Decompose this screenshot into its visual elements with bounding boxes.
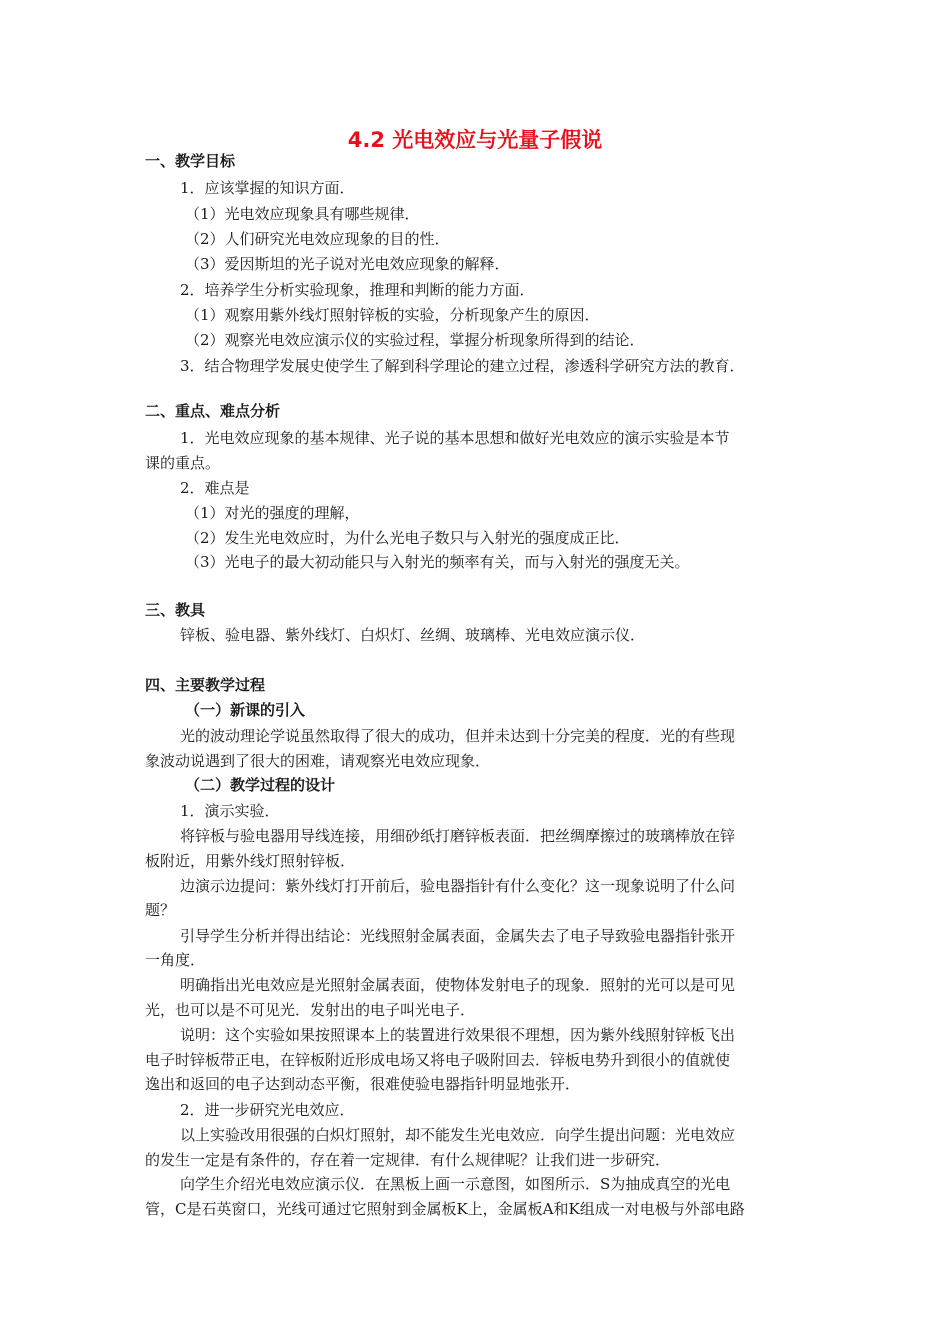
subsection-heading: （二）教学过程的设计 — [185, 776, 336, 794]
section-heading: 一、教学目标 — [145, 152, 236, 170]
paragraph-line: 向学生介绍光电效应演示仪．在黑板上画一示意图，如图所示．S为抽成真空的光电 — [180, 1175, 731, 1193]
paragraph-line: （2）发生光电效应时，为什么光电子数只与入射光的强度成正比． — [185, 529, 630, 547]
paragraph-line: 1．应该掌握的知识方面． — [180, 179, 355, 197]
paragraph-line: 1．演示实验． — [180, 802, 280, 820]
paragraph-line: 引导学生分析并得出结论：光线照射金属表面，金属失去了电子导致验电器指针张开 — [180, 927, 736, 945]
paragraph-line: 2．进一步研究光电效应． — [180, 1101, 355, 1119]
paragraph-line: 1．光电效应现象的基本规律、光子说的基本思想和做好光电效应的演示实验是本节 — [180, 429, 730, 447]
paragraph-line: 锌板、验电器、紫外线灯、白炽灯、丝绸、玻璃棒、光电效应演示仪． — [180, 626, 646, 644]
paragraph-line: 光的波动理论学说虽然取得了很大的成功，但并未达到十分完美的程度．光的有些现 — [180, 727, 736, 745]
paragraph-line: 电子时锌板带正电，在锌板附近形成电场又将电子吸附回去．锌板电势升到很小的值就使 — [145, 1051, 731, 1069]
section-heading: 四、主要教学过程 — [145, 676, 266, 694]
paragraph-line: 板附近，用紫外线灯照射锌板． — [145, 852, 356, 870]
paragraph-line: 逸出和返回的电子达到动态平衡，很难使验电器指针明显地张开． — [145, 1075, 581, 1093]
paragraph-line: 2．难点是 — [180, 479, 250, 497]
paragraph-line: 管，C是石英窗口，光线可通过它照射到金属板K上，金属板A和K组成一对电极与外部电路 — [145, 1200, 745, 1218]
paragraph-line: 课的重点。 — [145, 454, 221, 472]
paragraph-line: 的发生一定是有条件的，存在着一定规律．有什么规律呢？让我们进一步研究． — [145, 1151, 671, 1169]
subsection-heading: （一）新课的引入 — [185, 701, 306, 719]
paragraph-line: （3）爱因斯坦的光子说对光电效应现象的解释． — [185, 255, 510, 273]
section-heading: 三、教具 — [145, 601, 206, 619]
paragraph-line: 光，也可以是不可见光．发射出的电子叫光电子． — [145, 1001, 476, 1019]
paragraph-line: （1）观察用紫外线灯照射锌板的实验，分析现象产生的原因． — [185, 306, 600, 324]
paragraph-line: （2）观察光电效应演示仪的实验过程，掌握分析现象所得到的结论． — [185, 331, 645, 349]
paragraph-line: （2）人们研究光电效应现象的目的性． — [185, 230, 450, 248]
document-title: 4.2 光电效应与光量子假说 — [347, 128, 603, 152]
section-heading: 二、重点、难点分析 — [145, 402, 281, 420]
paragraph-line: （1）对光的强度的理解， — [185, 504, 360, 522]
paragraph-line: 将锌板与验电器用导线连接，用细砂纸打磨锌板表面．把丝绸摩擦过的玻璃棒放在锌 — [180, 827, 736, 845]
paragraph-line: 象波动说遇到了很大的困难，请观察光电效应现象． — [145, 752, 491, 770]
paragraph-line: （1）光电效应现象具有哪些规律． — [185, 205, 420, 223]
paragraph-line: 明确指出光电效应是光照射金属表面，使物体发射电子的现象．照射的光可以是可见 — [180, 976, 736, 994]
paragraph-line: 一角度． — [145, 951, 206, 969]
paragraph-line: 题？ — [145, 901, 176, 919]
paragraph-line: （3）光电子的最大初动能只与入射光的频率有关，而与入射光的强度无关。 — [185, 553, 690, 571]
paragraph-line: 说明：这个实验如果按照课本上的装置进行效果很不理想，因为紫外线照射锌板飞出 — [180, 1026, 736, 1044]
paragraph-line: 以上实验改用很强的白炽灯照射，却不能发生光电效应．向学生提出问题：光电效应 — [180, 1126, 736, 1144]
paragraph-line: 边演示边提问：紫外线灯打开前后，验电器指针有什么变化？这一现象说明了什么问 — [180, 877, 736, 895]
paragraph-line: 2．培养学生分析实验现象，推理和判断的能力方面． — [180, 281, 535, 299]
paragraph-line: 3．结合物理学发展史使学生了解到科学理论的建立过程，渗透科学研究方法的教育． — [180, 357, 745, 375]
